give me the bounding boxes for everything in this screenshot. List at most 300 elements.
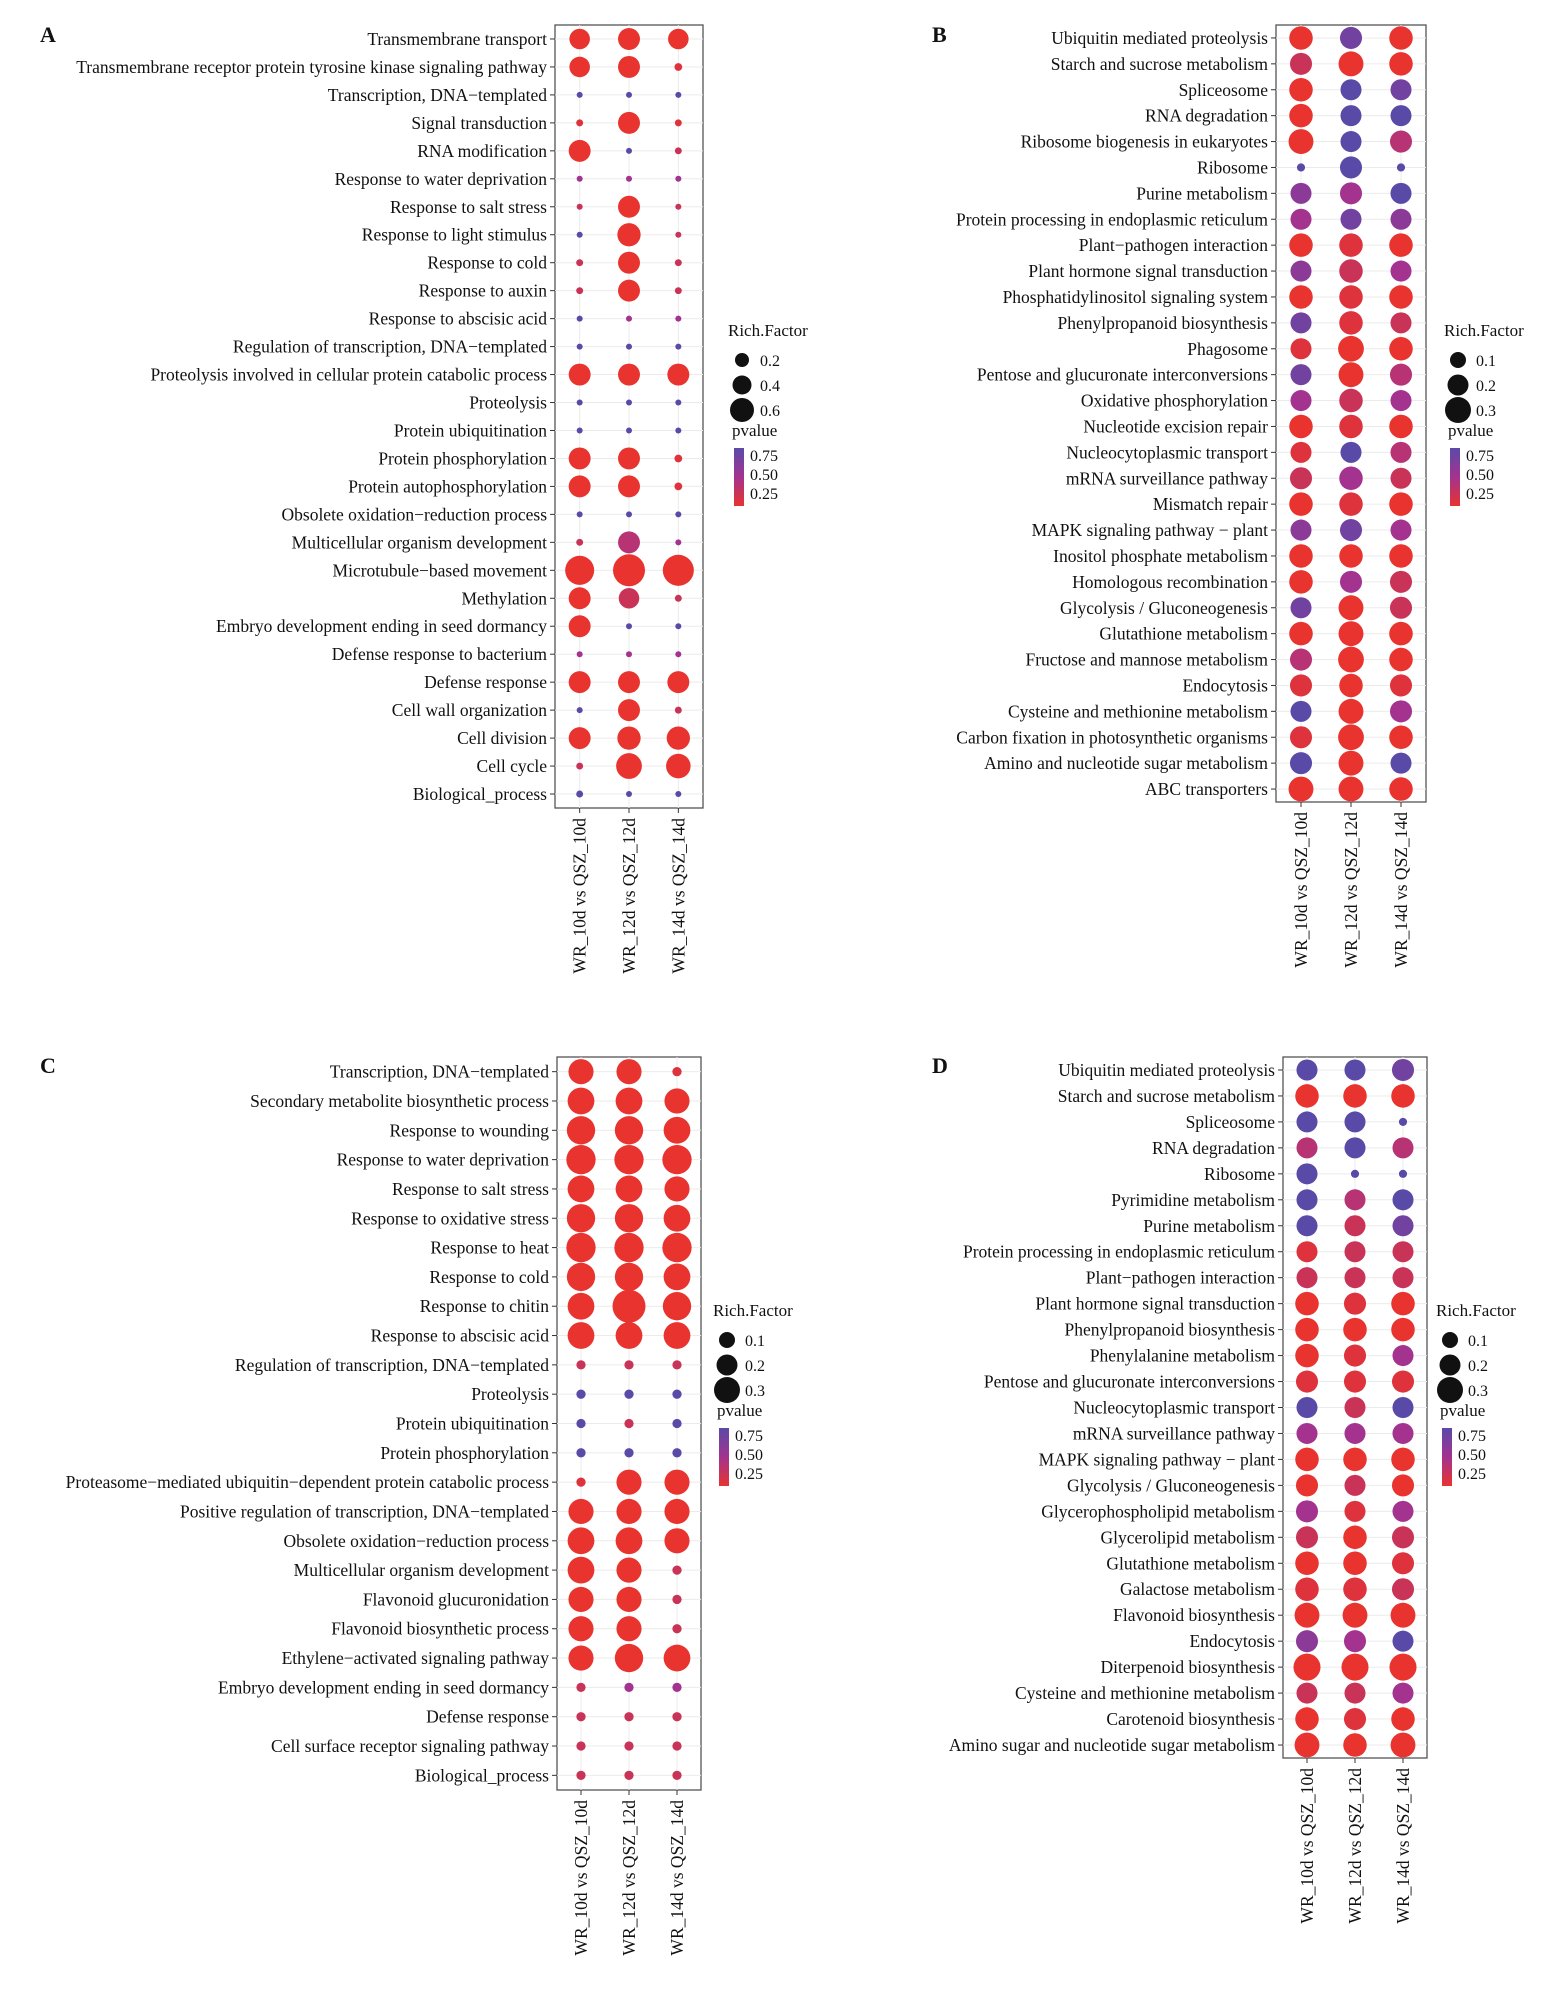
data-point xyxy=(675,147,682,154)
data-point xyxy=(672,1771,681,1780)
data-point xyxy=(1390,79,1411,100)
data-point xyxy=(576,1390,585,1399)
data-point xyxy=(1296,1630,1318,1652)
term-label: Endocytosis xyxy=(1189,1631,1275,1652)
data-point xyxy=(675,259,682,266)
data-point xyxy=(1389,233,1413,257)
data-point xyxy=(1344,1267,1365,1288)
data-point xyxy=(1390,364,1412,386)
data-point xyxy=(1289,26,1313,50)
term-label: Transmembrane transport xyxy=(367,28,547,49)
data-point xyxy=(1296,1189,1317,1210)
term-label: mRNA surveillance pathway xyxy=(1072,1423,1275,1444)
data-point xyxy=(626,400,632,406)
data-point xyxy=(664,1117,691,1144)
term-label: Response to water deprivation xyxy=(334,168,547,189)
data-point xyxy=(624,1741,633,1750)
data-point xyxy=(615,1263,643,1291)
column-label: WR_14d vs QSZ_14d xyxy=(1393,1768,1413,1924)
data-point xyxy=(1340,79,1361,100)
legend-size-dot xyxy=(1445,397,1471,423)
term-label: Response to light stimulus xyxy=(361,224,547,245)
data-point xyxy=(1344,1423,1365,1444)
data-point xyxy=(675,232,681,238)
term-label: Phagosome xyxy=(1187,338,1268,359)
data-point xyxy=(626,511,632,517)
data-point xyxy=(624,1390,633,1399)
data-point xyxy=(577,651,583,657)
data-point xyxy=(675,287,682,294)
data-point xyxy=(616,1059,641,1084)
data-point xyxy=(568,1527,595,1554)
term-label: Response to water deprivation xyxy=(336,1149,549,1170)
data-point xyxy=(626,427,632,433)
data-point xyxy=(1340,27,1362,49)
data-point xyxy=(1339,362,1364,387)
term-label: Methylation xyxy=(461,588,547,609)
term-label: Response to oxidative stress xyxy=(351,1208,549,1229)
data-point xyxy=(672,1741,681,1750)
data-point xyxy=(618,112,640,134)
data-point xyxy=(675,623,681,629)
data-point xyxy=(624,1712,633,1721)
data-point xyxy=(618,364,640,386)
data-point xyxy=(1389,52,1413,76)
legend-color-bar xyxy=(1442,1428,1452,1486)
data-point xyxy=(568,1557,595,1584)
term-label: MAPK signaling pathway − plant xyxy=(1038,1449,1275,1470)
data-point xyxy=(618,447,640,469)
term-label: Glycerolipid metabolism xyxy=(1100,1527,1275,1548)
data-point xyxy=(672,1390,681,1399)
data-point xyxy=(1339,51,1364,76)
data-point xyxy=(664,1499,689,1524)
data-point xyxy=(1289,415,1313,439)
term-label: Biological_process xyxy=(412,784,547,805)
term-label: Response to abscisic acid xyxy=(368,308,547,329)
term-label: Nucleocytoplasmic transport xyxy=(1066,442,1268,463)
data-point xyxy=(576,539,583,546)
term-label: Protein phosphorylation xyxy=(380,1442,549,1463)
legend-size-dot xyxy=(1437,1377,1463,1403)
column-label: WR_14d vs QSZ_14d xyxy=(667,1800,687,1956)
data-point xyxy=(1343,1577,1367,1601)
term-label: Response to auxin xyxy=(418,280,547,301)
data-point xyxy=(672,1624,681,1633)
data-point xyxy=(1390,183,1411,204)
term-label: Carbon fixation in photosynthetic organisms xyxy=(956,727,1268,748)
data-point xyxy=(663,555,694,586)
data-point xyxy=(664,1322,691,1349)
data-point xyxy=(675,427,681,433)
legend-size-dot xyxy=(1442,1332,1458,1348)
data-point xyxy=(1343,1552,1367,1576)
data-point xyxy=(1391,1603,1416,1628)
data-point xyxy=(577,92,583,98)
term-label: Mismatch repair xyxy=(1152,494,1268,515)
term-label: Response to wounding xyxy=(389,1120,549,1141)
term-label: Protein processing in endoplasmic reticulum xyxy=(955,209,1268,230)
term-label: Phenylalanine metabolism xyxy=(1089,1345,1275,1366)
data-point xyxy=(1293,1654,1320,1681)
data-point xyxy=(624,1683,633,1692)
term-label: Defense response xyxy=(426,1706,549,1727)
term-label: Proteasome−mediated ubiquitin−dependent protein catabolic process xyxy=(65,1472,549,1493)
term-label: Amino sugar and nucleotide sugar metabolism xyxy=(948,1735,1275,1756)
data-point xyxy=(1343,1084,1367,1108)
data-point xyxy=(568,1499,593,1524)
data-point xyxy=(616,1470,641,1495)
data-point xyxy=(1392,1526,1414,1548)
data-point xyxy=(668,29,689,50)
data-point xyxy=(1391,1318,1415,1342)
legend-size-value: 0.4 xyxy=(760,378,780,395)
column-label: WR_12d vs QSZ_12d xyxy=(1345,1768,1365,1924)
data-point xyxy=(1338,336,1364,362)
panel-D xyxy=(932,1053,1516,1924)
term-label: Ethylene−activated signaling pathway xyxy=(281,1648,549,1669)
term-label: RNA degradation xyxy=(1152,1137,1275,1158)
legend-size-value: 0.6 xyxy=(760,403,780,420)
data-point xyxy=(577,316,583,322)
term-label: Pentose and glucuronate interconversions xyxy=(976,364,1268,385)
data-point xyxy=(1340,105,1361,126)
legend-color-bar xyxy=(719,1428,729,1486)
term-label: Embryo development ending in seed dormancy xyxy=(216,616,547,637)
data-point xyxy=(624,1360,633,1369)
panel-C xyxy=(40,1053,793,1956)
legend-color-bar xyxy=(1450,448,1460,506)
panel-label: D xyxy=(932,1053,948,1078)
data-point xyxy=(1390,674,1412,696)
data-point xyxy=(662,1233,691,1262)
data-point xyxy=(616,1176,643,1203)
data-point xyxy=(626,344,632,350)
term-label: Proteolysis xyxy=(471,1384,549,1405)
data-point xyxy=(576,1741,585,1750)
term-label: Defense response xyxy=(424,672,547,693)
data-point xyxy=(576,1419,585,1428)
data-point xyxy=(1290,53,1312,75)
term-label: Pyrimidine metabolism xyxy=(1111,1189,1275,1210)
data-point xyxy=(569,615,591,637)
term-label: Phosphatidylinositol signaling system xyxy=(1002,286,1268,307)
data-point xyxy=(626,791,632,797)
term-label: Obsolete oxidation−reduction process xyxy=(283,1530,549,1551)
column-label: WR_12d vs QSZ_12d xyxy=(619,818,639,974)
term-label: Galactose metabolism xyxy=(1119,1579,1275,1600)
term-label: Cell wall organization xyxy=(391,700,547,721)
data-point xyxy=(1290,209,1311,230)
data-point xyxy=(1290,261,1311,282)
data-point xyxy=(577,400,583,406)
data-point xyxy=(1392,1215,1413,1236)
legend-size-dot xyxy=(1450,352,1466,368)
data-point xyxy=(1289,285,1313,309)
term-label: Ubiquitin mediated proteolysis xyxy=(1051,27,1268,48)
data-point xyxy=(569,140,591,162)
data-point xyxy=(675,595,682,602)
legend-color-value: 0.50 xyxy=(1466,467,1494,484)
data-point xyxy=(614,1233,643,1262)
data-point xyxy=(569,587,591,609)
term-label: Nucleocytoplasmic transport xyxy=(1073,1397,1275,1418)
data-point xyxy=(1389,648,1413,672)
legend-color-value: 0.25 xyxy=(735,1466,763,1483)
data-point xyxy=(1289,777,1314,802)
data-point xyxy=(1390,131,1412,153)
data-point xyxy=(1389,26,1413,50)
data-point xyxy=(569,447,591,469)
legend-color-value: 0.25 xyxy=(750,486,778,503)
data-point xyxy=(624,1771,633,1780)
legend-color-value: 0.25 xyxy=(1466,486,1494,503)
term-label: Multicellular organism development xyxy=(291,532,547,553)
data-point xyxy=(1295,1318,1319,1342)
legend-color-value: 0.50 xyxy=(1458,1447,1486,1464)
legend-size-dot xyxy=(719,1332,735,1348)
data-point xyxy=(626,316,632,322)
data-point xyxy=(1295,1733,1320,1758)
legend-color-title: pvalue xyxy=(717,1401,763,1420)
data-point xyxy=(1295,1707,1319,1731)
data-point xyxy=(674,483,682,491)
data-point xyxy=(1338,647,1364,673)
term-label: Response to salt stress xyxy=(391,1178,549,1199)
term-label: Response to salt stress xyxy=(389,196,547,217)
legend-color-value: 0.75 xyxy=(750,448,778,465)
data-point xyxy=(618,28,640,50)
data-point xyxy=(664,1176,689,1201)
data-point xyxy=(675,92,681,98)
data-point xyxy=(1391,1707,1415,1731)
term-label: Cell surface receptor signaling pathway xyxy=(271,1736,549,1757)
data-point xyxy=(576,1771,585,1780)
data-point xyxy=(1390,105,1411,126)
term-label: Ribosome xyxy=(1197,157,1268,178)
data-point xyxy=(1390,753,1411,774)
data-point xyxy=(567,1204,595,1232)
data-point xyxy=(568,1176,595,1203)
data-point xyxy=(1296,1059,1317,1080)
legend-size-dot xyxy=(1448,375,1469,396)
data-point xyxy=(1390,390,1411,411)
data-point xyxy=(613,554,645,586)
legend-color-value: 0.75 xyxy=(1458,1428,1486,1445)
data-point xyxy=(576,791,583,798)
data-point xyxy=(1339,259,1363,283)
term-label: Biological_process xyxy=(414,1765,549,1786)
data-point xyxy=(577,427,583,433)
data-point xyxy=(1392,1501,1413,1522)
data-point xyxy=(1397,163,1405,171)
data-point xyxy=(617,726,640,749)
data-point xyxy=(1339,621,1364,646)
data-point xyxy=(1399,1170,1407,1178)
data-point xyxy=(1392,1474,1414,1496)
legend-size-value: 0.1 xyxy=(745,1333,765,1350)
term-label: Endocytosis xyxy=(1182,675,1268,696)
data-point xyxy=(674,63,682,71)
data-point xyxy=(1340,571,1362,593)
data-point xyxy=(576,1360,585,1369)
data-point xyxy=(672,1712,681,1721)
legend-color-title: pvalue xyxy=(1440,1401,1486,1420)
data-point xyxy=(618,475,640,497)
data-point xyxy=(1290,701,1311,722)
data-point xyxy=(1392,1345,1413,1366)
data-point xyxy=(1351,1170,1359,1178)
term-label: Transmembrane receptor protein tyrosine kinase signaling pathway xyxy=(76,56,547,77)
data-point xyxy=(576,1683,585,1692)
legend-color-bar xyxy=(734,448,744,506)
data-point xyxy=(675,344,681,350)
data-point xyxy=(1339,544,1363,568)
data-point xyxy=(1390,261,1411,282)
data-point xyxy=(1289,492,1313,516)
data-point xyxy=(1295,1448,1319,1472)
data-point xyxy=(1290,390,1311,411)
data-point xyxy=(1296,1215,1317,1236)
data-point xyxy=(626,623,632,629)
data-point xyxy=(1295,1084,1319,1108)
data-point xyxy=(577,232,583,238)
panel-label: A xyxy=(40,22,56,47)
data-point xyxy=(1295,1344,1319,1368)
panel-label: C xyxy=(40,1053,56,1078)
data-point xyxy=(615,1204,643,1232)
data-point xyxy=(626,651,632,657)
data-point xyxy=(569,727,591,749)
data-point xyxy=(1392,1189,1413,1210)
term-label: Inositol phosphate metabolism xyxy=(1053,545,1268,566)
data-point xyxy=(1340,442,1361,463)
data-point xyxy=(1290,338,1311,359)
legend-color-value: 0.50 xyxy=(750,467,778,484)
data-point xyxy=(664,1088,689,1113)
term-label: Protein ubiquitination xyxy=(393,420,547,441)
data-point xyxy=(576,287,583,294)
data-point xyxy=(569,57,590,78)
data-point xyxy=(667,671,689,693)
term-label: Secondary metabolite biosynthetic process xyxy=(250,1090,549,1111)
data-point xyxy=(568,1059,593,1084)
legend-size-value: 0.2 xyxy=(745,1358,765,1375)
data-point xyxy=(1339,751,1364,776)
data-point xyxy=(1339,674,1363,698)
data-point xyxy=(1390,597,1412,619)
data-point xyxy=(616,1088,643,1115)
data-point xyxy=(1296,1526,1318,1548)
data-point xyxy=(1289,104,1313,128)
data-point xyxy=(577,176,583,182)
data-point xyxy=(1344,1137,1365,1158)
data-point xyxy=(1390,520,1411,541)
term-label: Obsolete oxidation−reduction process xyxy=(281,504,547,525)
term-label: Phenylpropanoid biosynthesis xyxy=(1057,312,1268,333)
term-label: Oxidative phosphorylation xyxy=(1080,390,1268,411)
data-point xyxy=(1339,415,1363,439)
data-point xyxy=(568,1646,593,1671)
data-point xyxy=(624,1448,633,1457)
data-point xyxy=(664,1264,691,1291)
column-label: WR_12d vs QSZ_12d xyxy=(619,1800,639,1956)
data-point xyxy=(577,344,583,350)
data-point xyxy=(1340,519,1362,541)
data-point xyxy=(1338,724,1364,750)
data-point xyxy=(664,1645,691,1672)
column-label: WR_10d vs QSZ_10d xyxy=(569,818,590,974)
term-label: Signal transduction xyxy=(411,112,547,133)
data-point xyxy=(1340,131,1361,152)
data-point xyxy=(672,1595,681,1604)
data-point xyxy=(1389,285,1413,309)
data-point xyxy=(1344,1475,1365,1496)
data-point xyxy=(1391,1084,1415,1108)
data-point xyxy=(1290,649,1312,671)
data-point xyxy=(1399,1118,1407,1126)
legend-color-title: pvalue xyxy=(732,421,778,440)
term-label: Starch and sucrose metabolism xyxy=(1050,53,1268,74)
data-point xyxy=(1344,1630,1366,1652)
data-point xyxy=(675,176,681,182)
data-point xyxy=(1296,1500,1318,1522)
data-point xyxy=(1339,466,1363,490)
term-label: Protein processing in endoplasmic reticulum xyxy=(962,1241,1275,1262)
data-point xyxy=(1343,1733,1367,1757)
data-point xyxy=(1339,285,1363,309)
term-label: Proteolysis xyxy=(469,392,547,413)
data-point xyxy=(675,511,681,517)
data-point xyxy=(1344,1397,1365,1418)
data-point xyxy=(626,148,632,154)
data-point xyxy=(1344,1708,1366,1730)
data-point xyxy=(569,364,591,386)
data-point xyxy=(565,556,594,585)
term-label: Spliceosome xyxy=(1178,79,1268,100)
data-point xyxy=(1339,699,1364,724)
legend-size-value: 0.2 xyxy=(1476,378,1496,395)
term-label: Starch and sucrose metabolism xyxy=(1057,1085,1275,1106)
data-point xyxy=(1296,1241,1317,1262)
term-label: Ribosome xyxy=(1204,1163,1275,1184)
term-label: Transcription, DNA−templated xyxy=(329,1061,549,1082)
data-point xyxy=(1344,1241,1365,1262)
data-point xyxy=(618,280,640,302)
term-label: Regulation of transcription, DNA−templated xyxy=(234,1354,549,1375)
term-label: MAPK signaling pathway − plant xyxy=(1031,520,1268,541)
data-point xyxy=(576,763,583,770)
data-point xyxy=(662,1145,691,1174)
term-label: Protein autophosphorylation xyxy=(348,476,547,497)
data-point xyxy=(1344,1345,1366,1367)
legend-size-dot xyxy=(717,1355,738,1376)
data-point xyxy=(1390,312,1411,333)
data-point xyxy=(1296,1267,1317,1288)
term-label: Amino and nucleotide sugar metabolism xyxy=(984,753,1268,774)
legend-size-value: 0.3 xyxy=(1468,1383,1488,1400)
term-label: Ribosome biogenesis in eukaryotes xyxy=(1020,131,1268,152)
term-label: Embryo development ending in seed dormancy xyxy=(218,1677,549,1698)
term-label: Plant hormone signal transduction xyxy=(1035,1293,1275,1314)
term-label: Ubiquitin mediated proteolysis xyxy=(1058,1059,1275,1080)
data-point xyxy=(672,1565,681,1574)
legend-color-value: 0.50 xyxy=(735,1447,763,1464)
data-point xyxy=(577,511,583,517)
data-point xyxy=(1392,1423,1413,1444)
data-point xyxy=(675,651,681,657)
data-point xyxy=(1290,597,1311,618)
